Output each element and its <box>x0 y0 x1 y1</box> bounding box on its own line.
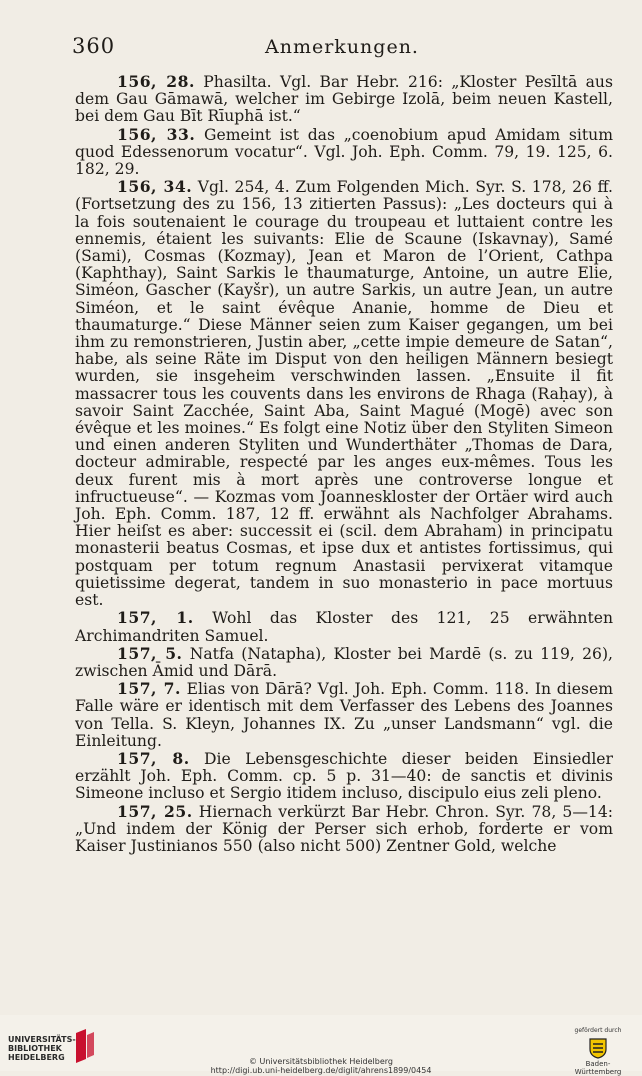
annotation-paragraph <box>75 73 613 126</box>
annotation-reference: 156, 34. <box>117 177 193 197</box>
sponsor-name: Baden-Württemberg <box>574 1060 622 1076</box>
sponsor-block <box>566 1027 630 1076</box>
annotation-reference: 157, 8. <box>117 748 190 768</box>
page-number: 360 <box>72 34 116 58</box>
annotation-reference: 157, 7. <box>117 679 181 699</box>
annotation-text: Hiernach verkürzt Bar Hebr. Chron. Syr. 78, 5—14: „Und indem der König der Perser sich erhob, forderte er vom Kaiser Justinianos 550 (also nicht 500) Zentner Gold, welche <box>75 802 614 855</box>
annotation-reference: 156, 28. <box>117 72 195 91</box>
annotation-text: Vgl. 254, 4. Zum Folgenden Mich. Syr. S. 178, 26 ff. (Fortsetzung des zu 156, 13 zitierten Passus): „Les docteurs qui à la fois soutenaient le courage du troupeau et luttaient contre les ennemis, étaient les suivants: Elie de Scaune (Iskavnay), Samé (Sami), Cosmas (Kozmay), Jean et Maron de l’Orient, Cathpa (Kaphthay), Saint Sarkis le thaumaturge, Antoine, un autre Elie, Siméon, Gascher (Kayšr), un autre Sarkis, un autre Jean, un autre Siméon, et le saint évêque Ananie, homme de Dieu et thaumaturge.“ Diese Männer seien zum Kaiser gegangen, um bei ihm zu remonstrieren, Justin aber, „cette impie demeure de Satan“, habe, als seine Räte im Disput von den heiligen Männern besiegt wurden, sie insgeheim verschwinden lassen. „Ensuite il fit massacrer tous les couvents dans les environs de Rhaga (Raḥay), à savoir Saint Zacchée, Saint Aba, Saint Magué (Mogē) avec son évêque et les moines.“ Es folgt eine Notiz über den Styliten Simeon und einen anderen Styliten und Wunderthäter „Thomas de Dara, docteur admirable, respecté par les anges eux-mêmes. Tous les deux furent mis à mort après une controverse longue et infructueuse“. — Kozmas vom Joanneskloster der Ortäer wird auch Joh. Eph. Comm. 187, 12 ff. erwähnt als Nachfolger Abrahams. Hier heiſst es aber: successit ei (scil. dem Abraham) in principatu monasterii beatus Cosmas, et ipse dux et antistes fortissimus, qui postquam per totum regnum Anastasii pervixerat vitamque quietissime degerat, tandem in suo monasterio in pace mortuus est. <box>75 178 614 610</box>
annotation-text: Gemeint ist das „coenobium apud Amidam situm quod Edessenorum vocatur“. Vgl. Joh. Eph. Comm. 79, 19. 125, 6. 182, 29. <box>75 125 613 179</box>
annotation-reference: 157, 25. <box>117 801 193 821</box>
copyright-notice: © Universitätsbibliothek Heidelberg <box>248 1057 393 1066</box>
annotation-paragraph <box>75 803 613 856</box>
annotation-paragraph <box>75 178 613 609</box>
library-name-line: BIBLIOTHEK <box>8 1044 62 1053</box>
annotation-paragraph <box>75 609 613 644</box>
annotation-text: Wohl das Kloster des 121, 25 erwähnten Archimandriten Samuel. <box>75 609 613 645</box>
library-name-line: UNIVERSITÄTS- <box>8 1035 76 1044</box>
annotations-body <box>75 73 613 855</box>
library-name-line: HEIDELBERG <box>8 1053 65 1062</box>
annotation-text: Die Lebensgeschichte dieser beiden Einsiedler erzählt Joh. Eph. Comm. cp. 5 p. 31—40: de sanctis et divinis Simeone incluso et Sergio itidem incluso, discipulo eius zeli pleno. <box>75 749 613 803</box>
permalink-url[interactable]: http://digi.ub.uni-heidelberg.de/diglit/ahrens1899/0454 <box>210 1066 432 1075</box>
annotation-paragraph <box>75 126 613 179</box>
digitization-footer <box>0 1015 642 1076</box>
running-head: Anmerkungen. <box>265 36 419 58</box>
page-header <box>72 34 612 66</box>
annotation-text: Elias von Dārā? Vgl. Joh. Eph. Comm. 118. In diesem Falle wäre er identisch mit dem Verfasser des Lebens des Joannes von Tella. S. Kleyn, Johannes IX. Zu „unser Landsmann“ vgl. die Einleitung. <box>75 680 613 750</box>
annotation-paragraph <box>75 680 613 750</box>
state-crest-icon <box>588 1037 608 1059</box>
annotation-reference: 156, 33. <box>117 124 196 144</box>
sponsor-label: gefördert durch <box>574 1027 622 1034</box>
annotation-text: Natfa (Natapha), Kloster bei Mardē (s. zu 119, 26), zwischen Āmid und Dārā. <box>75 644 613 680</box>
annotation-reference: 157, 5. <box>117 643 183 663</box>
annotation-text: Phasilta. Vgl. Bar Hebr. 216: „Kloster Pesīltā aus dem Gau Gāmawā, welcher im Gebirge Izolā, beim neuen Kastell, bei dem Gau Bīt Rīuphā ist.“ <box>75 73 613 126</box>
annotation-paragraph <box>75 750 613 803</box>
annotation-reference: 157, 1. <box>117 608 194 628</box>
annotation-paragraph <box>75 645 613 680</box>
